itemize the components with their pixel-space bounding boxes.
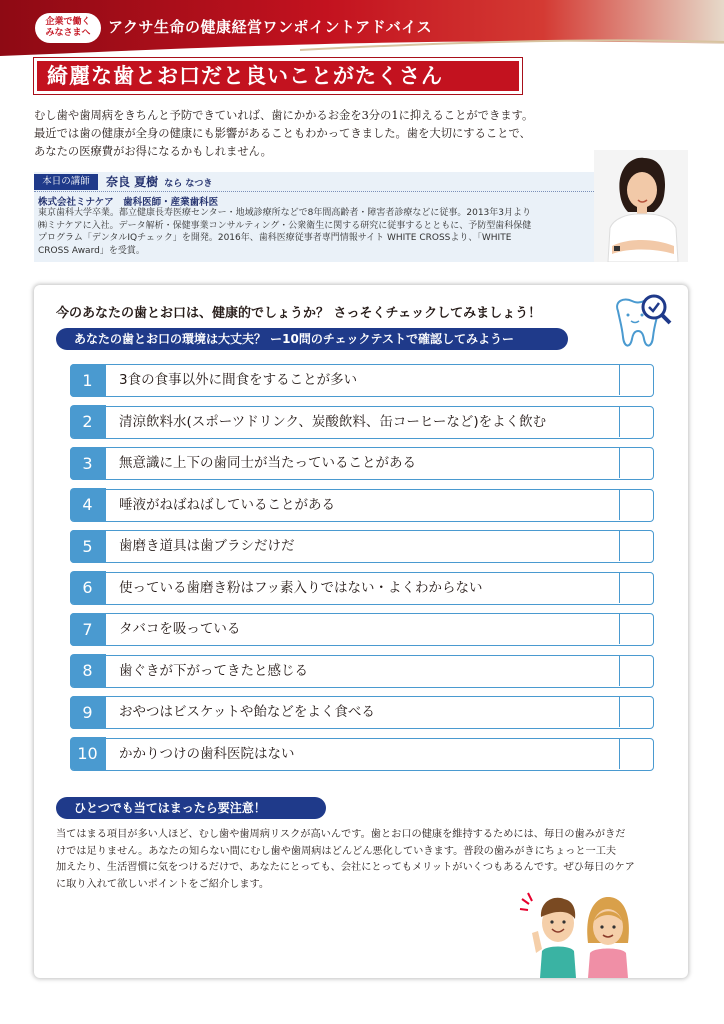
item-number: 3: [70, 447, 106, 480]
item-checkbox[interactable]: [619, 697, 653, 727]
intro-line: むし歯や歯周病をきちんと予防できていれば、歯にかかるお金を3分の1に抑えることができます。: [34, 109, 534, 122]
item-text: 3食の食事以外に間食をすることが多い: [119, 372, 358, 388]
lecturer-tag: 本日の講師: [34, 174, 98, 190]
lecturer-header: [34, 172, 688, 192]
checklist-item: [70, 655, 654, 688]
item-text: 清涼飲料水(スポーツドリンク、炭酸飲料、缶コーヒーなど)をよく飲む: [119, 413, 547, 430]
item-number: 7: [70, 613, 106, 646]
lecturer-org: 株式会社ミナケア 歯科医師・産業歯科医: [38, 197, 219, 208]
item-checkbox[interactable]: [619, 448, 653, 478]
tooth-check-icon: [608, 291, 674, 353]
item-checkbox[interactable]: [619, 656, 653, 686]
item-checkbox[interactable]: [619, 365, 653, 395]
checklist-item: [70, 447, 654, 480]
series-title: アクサ生命の健康経営ワンポイントアドバイス: [108, 18, 433, 36]
page-title: 綺麗な歯とお口だと良いことがたくさん: [34, 58, 522, 94]
header-banner: [0, 0, 724, 56]
item-number: 9: [70, 696, 106, 729]
checklist-heading: あなたの歯とお口の環境は大丈夫？ ー10問のチェックテストで確認してみようー: [56, 328, 568, 350]
item-checkbox[interactable]: [619, 573, 653, 603]
warning-heading: ひとつでも当てはまったら要注意！: [56, 797, 326, 819]
item-checkbox[interactable]: [619, 490, 653, 520]
item-number: 5: [70, 530, 106, 563]
lecturer-photo: [594, 150, 688, 262]
checklist-lead: 今のあなたの歯とお口は、健康的でしょうか？ さっそくチェックしてみましょう！: [56, 306, 542, 321]
people-illustration: [518, 873, 646, 978]
badge-line-1: 企業で働く: [45, 17, 91, 27]
checklist-item: [70, 738, 654, 771]
item-number: 4: [70, 488, 106, 521]
checklist-item: [70, 530, 654, 563]
item-text: 歯ぐきが下がってきたと感じる: [119, 662, 308, 679]
item-number: 2: [70, 405, 106, 438]
item-checkbox[interactable]: [619, 407, 653, 437]
lecturer-name: 奈良 夏樹: [106, 175, 159, 189]
checklist-item: [70, 406, 654, 439]
item-checkbox[interactable]: [619, 531, 653, 561]
item-number: 6: [70, 571, 106, 604]
item-number: 8: [70, 654, 106, 687]
man-figure: [520, 893, 576, 978]
item-text: 唾液がねばねばしていることがある: [119, 496, 335, 513]
warning-line: けでは足りません。あなたの知らない間にむし歯や歯周病はどんどん悪化していきます。普段の歯みがきにちょっと一工夫: [56, 845, 617, 857]
checklist-item: [70, 572, 654, 605]
lecturer-name-row: [106, 173, 212, 190]
item-text: タバコを吸っている: [119, 621, 241, 637]
bio-line: プログラム「デンタルIQチェック」を開発。2016年、歯科医療従事者専門情報サイト WHITE CROSSより、「WHITE: [38, 233, 512, 243]
checklist-item: [70, 696, 654, 729]
intro-line: あなたの医療費がお得になるかもしれません。: [34, 145, 272, 158]
warning-line: 当てはまる項目が多い人ほど、むし歯や歯周病リスクが高いんです。歯とお口の健康を維持するためには、毎日の歯みがきだ: [56, 829, 626, 840]
checklist-item: [70, 489, 654, 522]
audience-badge: [35, 13, 101, 43]
warning-line: 加えたり、生活習慣に気をつけるだけで、あなたにとっても、会社にとってもメリットがいくつもあるんです。ぜひ毎日のケア: [56, 862, 635, 874]
item-text: おやつはビスケットや飴などをよく食べる: [119, 704, 375, 720]
bio-line: CROSS Award」を受賞。: [38, 245, 145, 256]
bio-line: ㈱ミナケアに入社。データ解析・保健事業コンサルティング・公衆衛生に関する研究に従事するとともに、予防型歯科保健: [38, 220, 532, 231]
lecturer-box: [34, 172, 688, 262]
checklist: [70, 364, 654, 779]
checklist-item: [70, 364, 654, 397]
item-text: 使っている歯磨き粉はフッ素入りではない・よくわからない: [119, 579, 483, 596]
lecturer-divider: [34, 191, 594, 192]
checklist-item: [70, 613, 654, 646]
lecturer-bio: [38, 207, 596, 257]
item-checkbox[interactable]: [619, 614, 653, 644]
item-number: 10: [70, 737, 106, 770]
item-number: 1: [70, 364, 106, 397]
woman-figure: [587, 897, 629, 978]
intro-line: 最近では歯の健康が全身の健康にも影響があることもわかってきました。歯を大切にすることで、: [34, 127, 531, 140]
item-text: 歯磨き道具は歯ブラシだけだ: [119, 538, 295, 554]
item-text: 無意識に上下の歯同士が当たっていることがある: [119, 455, 416, 471]
lecturer-name-kana: なら なつき: [164, 179, 213, 189]
item-text: かかりつけの歯科医院はない: [119, 745, 295, 762]
item-checkbox[interactable]: [619, 739, 653, 769]
bio-line: 東京歯科大学卒業。都立健康長寿医療センター・地域診療所などで8年間高齢者・障害者診療などに従事。2013年3月より: [38, 208, 531, 218]
warning-line: に取り入れて欲しいポイントをご紹介します。: [56, 878, 270, 890]
intro-paragraph: [34, 107, 674, 161]
checklist-card: [34, 285, 688, 978]
badge-line-2: みなさまへ: [45, 28, 91, 38]
